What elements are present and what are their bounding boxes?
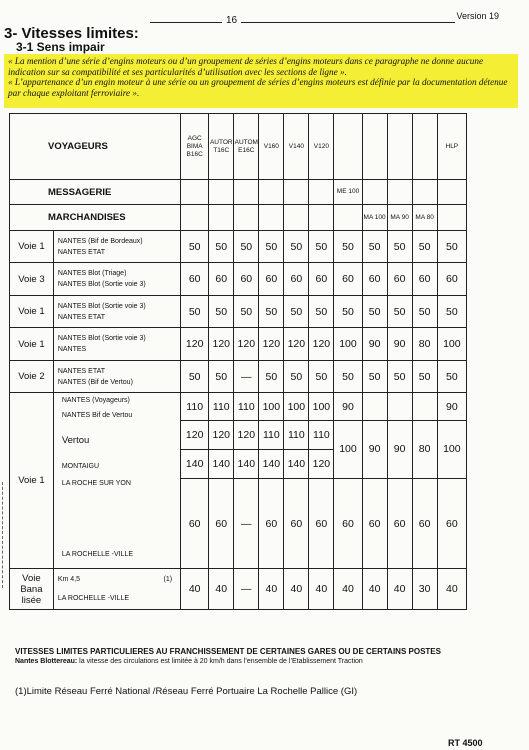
speed-value: 50 — [412, 230, 437, 263]
column-header: AGC BIMA B16C — [181, 114, 209, 180]
table-row — [10, 180, 467, 205]
speed-value: 40 — [284, 569, 309, 610]
speed-value: 50 — [284, 360, 309, 393]
speed-value: 40 — [259, 569, 284, 610]
speed-value: 60 — [387, 478, 412, 568]
speed-value: 40 — [309, 569, 334, 610]
speed-value: 140 — [234, 450, 259, 478]
speed-value: 50 — [259, 360, 284, 393]
speed-value: 50 — [234, 230, 259, 263]
speed-value: 50 — [181, 295, 209, 328]
column-header: V160 — [259, 114, 284, 180]
speed-value: 110 — [309, 420, 334, 449]
section-place: NANTES (Bif de Bordeaux) — [57, 237, 143, 245]
table-row — [10, 328, 467, 361]
table-row — [10, 295, 467, 328]
speed-value: 50 — [309, 230, 334, 263]
speed-value: 50 — [362, 360, 387, 393]
speed-value: 60 — [209, 263, 234, 296]
speed-value: 60 — [437, 263, 466, 296]
place-name: LA ROCHELLE -VILLE — [61, 551, 134, 559]
speed-value: 40 — [334, 569, 362, 610]
column-header — [387, 114, 412, 180]
marchandises-cell — [181, 205, 209, 230]
speed-value: 60 — [309, 263, 334, 296]
speed-value: 50 — [437, 230, 466, 263]
speed-value: 50 — [209, 295, 234, 328]
marchandises-cell: MA 100 — [362, 205, 387, 230]
speed-value: 100 — [259, 393, 284, 420]
speed-value: 50 — [362, 295, 387, 328]
column-header — [362, 114, 387, 180]
table-row — [10, 114, 467, 180]
place-list — [58, 393, 180, 565]
messagerie-cell — [412, 180, 437, 205]
speed-value: 120 — [234, 328, 259, 361]
column-header: AUTOR T16C — [209, 114, 234, 180]
speed-value: 140 — [259, 450, 284, 478]
speed-value: 60 — [437, 478, 466, 568]
speed-value: 50 — [209, 360, 234, 393]
footer-note — [15, 658, 363, 665]
speed-value: 60 — [334, 478, 362, 568]
network-limit-note: (1)Limite Réseau Ferré National /Réseau Ferré Portuaire La Rochelle Pallice (GI) — [15, 686, 358, 697]
section-description — [53, 328, 180, 361]
speed-limits-table — [9, 113, 467, 610]
speed-value: 60 — [181, 263, 209, 296]
document-reference: RT 4500 — [448, 738, 483, 748]
speed-value: 120 — [181, 420, 209, 449]
speed-value: — — [234, 478, 259, 568]
highlighted-note — [4, 54, 518, 108]
column-header: V140 — [284, 114, 309, 180]
speed-value: 100 — [334, 328, 362, 361]
speed-value: 50 — [362, 230, 387, 263]
note-line-1: « La mention d’une série d’engins moteurs ou d’un groupement de séries d’engins moteurs dans ce paragraphe ne donne aucune indication sur sa compatibilité et ses particularités d’utilisation avec les sections de ligne ». — [8, 56, 484, 77]
header-rule — [150, 22, 455, 23]
speed-value: — — [234, 569, 259, 610]
speed-value: 100 — [334, 420, 362, 478]
voie-label: Voie Bana lisée — [10, 569, 54, 610]
marchandises-cell: MA 90 — [387, 205, 412, 230]
speed-value: 80 — [412, 420, 437, 478]
speed-value: 50 — [259, 230, 284, 263]
place-name: LA ROCHELLE -VILLE — [57, 595, 130, 603]
marchandises-cell — [437, 205, 466, 230]
speed-value: 60 — [309, 478, 334, 568]
speed-value: 60 — [209, 478, 234, 568]
speed-value: 40 — [362, 569, 387, 610]
speed-value: 120 — [209, 420, 234, 449]
messagerie-cell — [362, 180, 387, 205]
speed-value: 60 — [334, 263, 362, 296]
marchandises-cell — [209, 205, 234, 230]
km-line — [58, 574, 180, 585]
speed-value: 50 — [412, 360, 437, 393]
speed-value: 110 — [234, 393, 259, 420]
messagerie-label: MESSAGERIE — [10, 180, 181, 205]
speed-value: 120 — [259, 328, 284, 361]
speed-value: 40 — [387, 569, 412, 610]
marchandises-cell — [234, 205, 259, 230]
section-place: NANTES Blot (Sortie voie 3) — [57, 281, 146, 289]
section-place: NANTES ETAT — [57, 367, 106, 375]
speed-value: 30 — [412, 569, 437, 610]
margin-dash — [2, 482, 4, 588]
messagerie-cell — [209, 180, 234, 205]
speed-value: 110 — [209, 393, 234, 420]
speed-value: 50 — [387, 295, 412, 328]
marchandises-label: MARCHANDISES — [10, 205, 181, 230]
footer-note-bold: Nantes Blottereau: — [15, 658, 78, 665]
speed-value: 50 — [284, 295, 309, 328]
section-place: NANTES Blot (Triage) — [57, 270, 127, 278]
messagerie-cell — [387, 180, 412, 205]
speed-value: 60 — [362, 478, 387, 568]
speed-value: 100 — [437, 420, 466, 478]
voyageurs-label: VOYAGEURS — [10, 114, 181, 180]
speed-value: 110 — [284, 420, 309, 449]
voie-label: Voie 1 — [10, 393, 54, 569]
section-description — [53, 295, 180, 328]
voie-label: Voie 3 — [10, 263, 54, 296]
subsection-title: 3-1 Sens impair — [16, 40, 105, 54]
speed-value — [362, 393, 387, 420]
footnote-ref: (1) — [163, 576, 173, 584]
column-header — [412, 114, 437, 180]
marchandises-cell: MA 80 — [412, 205, 437, 230]
place-name: NANTES (Voyageurs) — [61, 397, 130, 405]
column-header: V120 — [309, 114, 334, 180]
speed-value: 50 — [387, 360, 412, 393]
speed-value: 90 — [362, 328, 387, 361]
speed-value: 90 — [387, 328, 412, 361]
footer-note-text: la vitesse des circulations est limitée à 20 km/h dans l’ensemble de l’Etablissement Traction — [77, 658, 363, 665]
messagerie-cell — [437, 180, 466, 205]
speed-value: 90 — [334, 393, 362, 420]
messagerie-cell — [309, 180, 334, 205]
messagerie-cell — [284, 180, 309, 205]
speed-value: 50 — [259, 295, 284, 328]
speed-value: 60 — [181, 478, 209, 568]
speed-value: 50 — [412, 295, 437, 328]
speed-value: — — [234, 360, 259, 393]
speed-value: 60 — [284, 478, 309, 568]
speed-value: 40 — [181, 569, 209, 610]
speed-value: 120 — [309, 450, 334, 478]
speed-value: 100 — [284, 393, 309, 420]
section-description — [53, 569, 180, 610]
speed-value: 50 — [334, 295, 362, 328]
speed-value: 60 — [259, 478, 284, 568]
speed-value: 60 — [387, 263, 412, 296]
marchandises-cell — [334, 205, 362, 230]
column-header — [334, 114, 362, 180]
speed-value: 90 — [437, 393, 466, 420]
marchandises-cell — [309, 205, 334, 230]
column-header: AUTOM E16C — [234, 114, 259, 180]
speed-value: 90 — [362, 420, 387, 478]
section-place: NANTES — [57, 346, 87, 354]
place-name: MONTAIGU — [61, 463, 100, 471]
speed-value: 40 — [209, 569, 234, 610]
speed-value: 50 — [334, 230, 362, 263]
messagerie-cell: ME 100 — [334, 180, 362, 205]
voie-label: Voie 2 — [10, 360, 54, 393]
column-header: HLP — [437, 114, 466, 180]
speed-value: 100 — [309, 393, 334, 420]
speed-value: 40 — [437, 569, 466, 610]
speed-value: 50 — [437, 360, 466, 393]
speed-value: 50 — [284, 230, 309, 263]
section-place: NANTES (Bif de Vertou) — [57, 378, 133, 386]
place-name: LA ROCHE SUR YON — [61, 480, 131, 488]
speed-value: 60 — [412, 478, 437, 568]
speed-value: 80 — [412, 328, 437, 361]
speed-value — [387, 393, 412, 420]
section-place: NANTES Blot (Sortie voie 3) — [57, 302, 146, 310]
speed-value: 50 — [309, 295, 334, 328]
table-row — [10, 569, 467, 610]
speed-value: 50 — [234, 295, 259, 328]
section-place: NANTES ETAT — [57, 248, 106, 256]
speed-value: 120 — [181, 328, 209, 361]
page-number: 16 — [222, 15, 241, 26]
speed-value: 60 — [284, 263, 309, 296]
speed-value: 110 — [259, 420, 284, 449]
speed-value: 50 — [437, 295, 466, 328]
speed-value: 140 — [209, 450, 234, 478]
speed-value: 60 — [412, 263, 437, 296]
speed-value: 110 — [181, 393, 209, 420]
speed-value: 140 — [181, 450, 209, 478]
table-row — [10, 205, 467, 230]
section-description — [53, 263, 180, 296]
voie-label: Voie 1 — [10, 230, 54, 263]
km-marker: Km 4,5 — [57, 576, 80, 584]
table-row — [10, 393, 467, 420]
speed-value: 90 — [387, 420, 412, 478]
messagerie-cell — [181, 180, 209, 205]
place-name: Vertou — [61, 435, 90, 447]
speed-value: 50 — [334, 360, 362, 393]
speed-value: 120 — [309, 328, 334, 361]
table-row — [10, 263, 467, 296]
speed-value: 50 — [181, 360, 209, 393]
speed-value: 50 — [309, 360, 334, 393]
place-name: NANTES Bif de Vertou — [61, 412, 133, 420]
speed-value: 120 — [284, 328, 309, 361]
messagerie-cell — [234, 180, 259, 205]
section-description — [53, 230, 180, 263]
marchandises-cell — [284, 205, 309, 230]
section-description — [53, 360, 180, 393]
section-title: 3- Vitesses limites: — [4, 25, 139, 42]
speed-value: 100 — [437, 328, 466, 361]
speed-value: 60 — [259, 263, 284, 296]
voie-label: Voie 1 — [10, 328, 54, 361]
speed-value: 60 — [234, 263, 259, 296]
speed-value: 50 — [181, 230, 209, 263]
speed-value: 120 — [234, 420, 259, 449]
speed-value: 50 — [387, 230, 412, 263]
speed-value: 120 — [209, 328, 234, 361]
version-label: Version 19 — [456, 11, 499, 21]
section-place: NANTES Blot (Sortie voie 3) — [57, 335, 146, 343]
note-line-2: « L’appartenance d’un engin moteur à une série ou un groupement de séries d’engins moteurs est définie par la documentation détenue par chaque exploitant ferroviaire ». — [8, 77, 508, 98]
footer-title: VITESSES LIMITES PARTICULIERES AU FRANCHISSEMENT DE CERTAINES GARES OU DE CERTAINS POSTES — [15, 647, 441, 656]
voie-label: Voie 1 — [10, 295, 54, 328]
marchandises-cell — [259, 205, 284, 230]
section-place: NANTES ETAT — [57, 313, 106, 321]
table-row — [10, 230, 467, 263]
messagerie-cell — [259, 180, 284, 205]
speed-value — [412, 393, 437, 420]
section-description — [53, 393, 180, 569]
speed-value: 140 — [284, 450, 309, 478]
speed-value: 60 — [362, 263, 387, 296]
table-row — [10, 360, 467, 393]
speed-value: 50 — [209, 230, 234, 263]
